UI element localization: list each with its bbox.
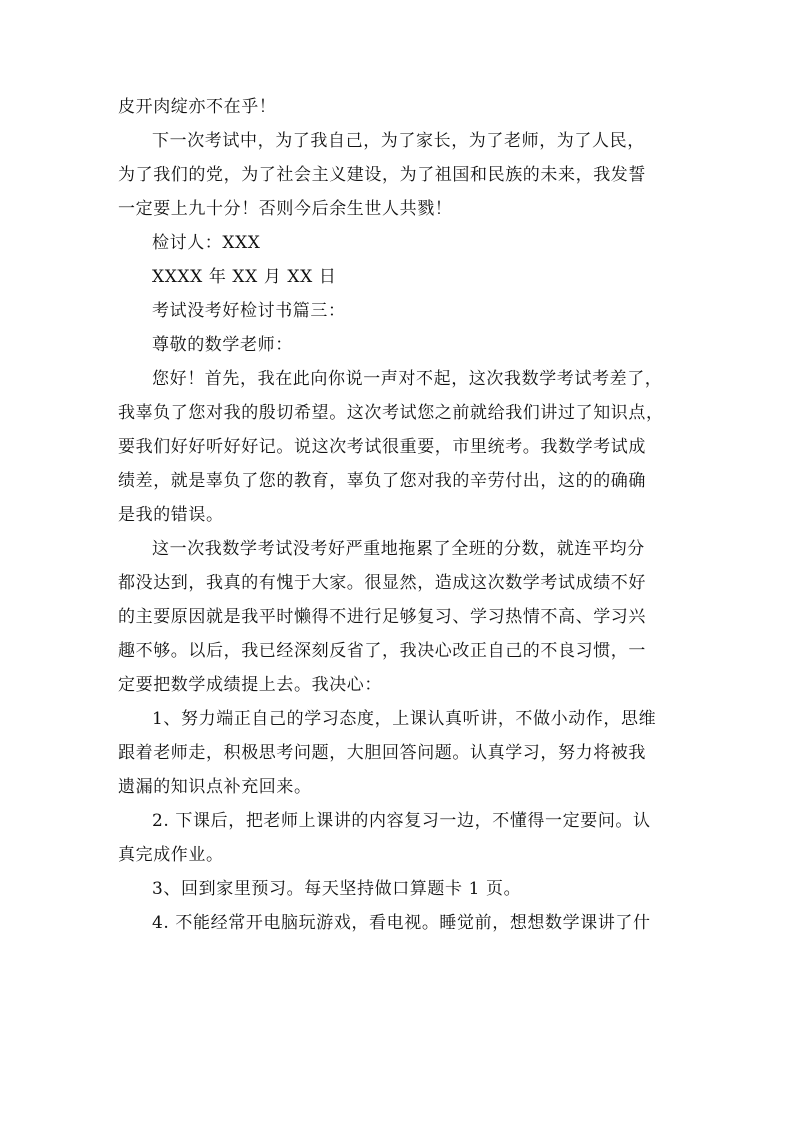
section-heading [118, 294, 678, 328]
date-line [118, 260, 678, 294]
text-line: 是我的错误。 [118, 505, 224, 525]
text-line: 一定要上九十分！否则今后余生世人共戮！ [118, 199, 453, 219]
text-line: 2. 下课后，把老师上课讲的内容复习一边，不懂得一定要问。认 [152, 811, 651, 831]
salutation-text: 尊敬的数学老师： [152, 335, 293, 355]
text-line: 您好！首先，我在此向你说一声对不起，这次我数学考试考差了， [152, 369, 663, 389]
paragraph-vow [118, 124, 678, 226]
signer-text: 检讨人：XXX [152, 233, 261, 253]
paragraph-reflection [118, 532, 678, 702]
section-title: 考试没考好检讨书篇三： [152, 301, 346, 321]
text-line: 我辜负了您对我的殷切希望。这次考试您之前就给我们讲过了知识点， [118, 403, 664, 423]
text-line: 定要把数学成绩提上去。我决心： [118, 675, 382, 695]
text-line: 绩差，就是辜负了您的教育，辜负了您对我的辛劳付出，这的的确确 [118, 471, 646, 491]
signature-line [118, 226, 678, 260]
salutation [118, 328, 678, 362]
resolution-item-4 [118, 906, 678, 940]
paragraph-apology [118, 362, 678, 532]
text-line: 的主要原因就是我平时懒得不进行足够复习、学习热情不高、学习兴 [118, 607, 646, 627]
text-line: 4. 不能经常开电脑玩游戏，看电视。睡觉前，想想数学课讲了什 [152, 913, 651, 933]
text-line: 要我们好好听好好记。说这次考试很重要，市里统考。我数学考试成 [118, 437, 646, 457]
resolution-item-1 [118, 702, 678, 804]
paragraph-continuation [118, 90, 678, 124]
text-line: 跟着老师走，积极思考问题，大胆回答问题。认真学习，努力将被我 [118, 743, 646, 763]
text-line: 真完成作业。 [118, 845, 224, 865]
resolution-item-3 [118, 872, 678, 906]
text-line: 皮开肉绽亦不在乎！ [118, 97, 277, 117]
text-line: 趣不够。以后，我已经深刻反省了，我决心改正自己的不良习惯，一 [118, 641, 646, 661]
document-body [118, 90, 678, 940]
resolution-item-2 [118, 804, 678, 872]
text-line: 3、回到家里预习。每天坚持做口算题卡 1 页。 [152, 879, 522, 899]
text-line: 都没达到，我真的有愧于大家。很显然，造成这次数学考试成绩不好 [118, 573, 646, 593]
date-text: XXXX 年 XX 月 XX 日 [152, 267, 337, 287]
text-line: 遗漏的知识点补充回来。 [118, 777, 312, 797]
text-line: 1、努力端正自己的学习态度，上课认真听讲，不做小动作，思维 [152, 709, 657, 729]
text-line: 这一次我数学考试没考好严重地拖累了全班的分数，就连平均分 [152, 539, 645, 559]
text-line: 为了我们的党，为了社会主义建设，为了祖国和民族的未来，我发誓 [118, 165, 646, 185]
text-line: 下一次考试中，为了我自己，为了家长，为了老师，为了人民， [152, 131, 645, 151]
